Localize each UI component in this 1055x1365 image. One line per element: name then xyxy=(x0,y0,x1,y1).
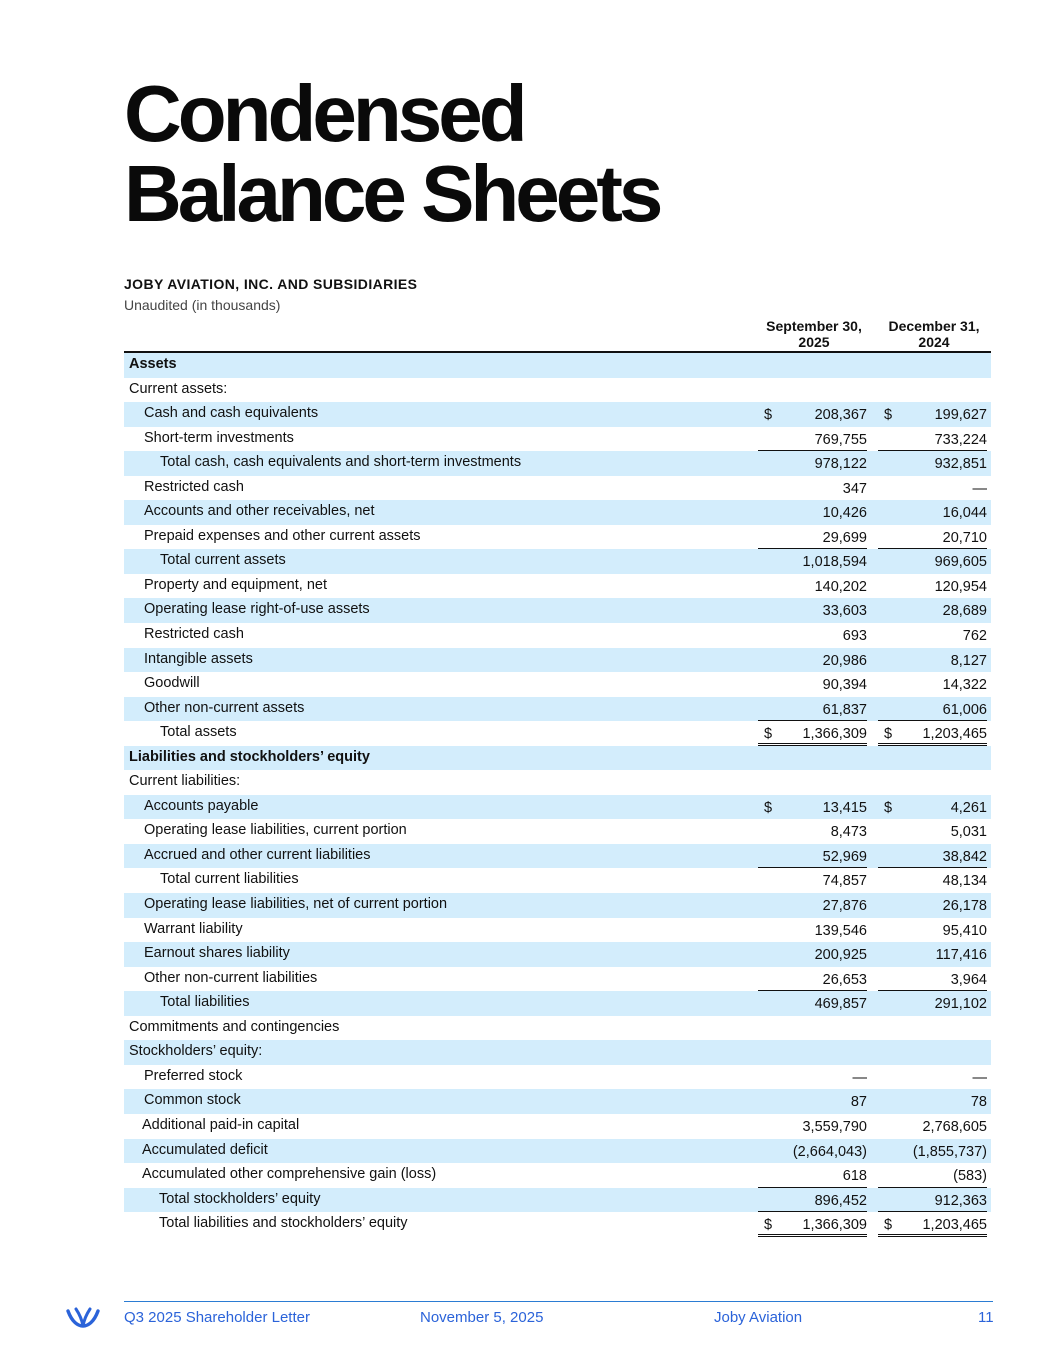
column-header-line: September 30, xyxy=(766,318,862,334)
row-label: Stockholders’ equity: xyxy=(129,1043,263,1060)
table-row xyxy=(124,1089,991,1114)
row-label: Property and equipment, net xyxy=(144,576,327,593)
footer-company: Joby Aviation xyxy=(714,1309,803,1326)
currency-symbol: $ xyxy=(764,799,773,816)
amount-value: 61,006 xyxy=(942,701,987,718)
row-label: Short-term investments xyxy=(144,429,294,446)
row-label: Total stockholders’ equity xyxy=(159,1190,321,1207)
value-cell-2024 xyxy=(878,721,987,746)
amount-value: (1,855,737) xyxy=(912,1143,987,1160)
amount-value: 28,689 xyxy=(942,603,987,620)
value-cell-2024 xyxy=(878,819,987,844)
amount-value: 13,415 xyxy=(822,799,867,816)
row-label: Total current liabilities xyxy=(160,871,299,888)
value-cell-2024 xyxy=(878,648,987,673)
page-title xyxy=(124,69,660,238)
section-header-row xyxy=(124,746,991,771)
table-row xyxy=(124,1212,991,1237)
value-cell-2025 xyxy=(758,648,867,673)
amount-value: 140,202 xyxy=(814,578,867,595)
value-cell-2024 xyxy=(878,1065,987,1090)
amount-value: 27,876 xyxy=(822,898,867,915)
row-label: Total cash, cash equivalents and short-term investments xyxy=(160,454,522,471)
amount-value: 16,044 xyxy=(942,505,987,522)
amount-value: (2,664,043) xyxy=(792,1143,867,1160)
amount-value: 48,134 xyxy=(942,873,987,890)
row-label: Common stock xyxy=(144,1092,241,1109)
value-cell-2024 xyxy=(878,574,987,599)
amount-value: 208,367 xyxy=(814,407,867,424)
amount-value: 29,699 xyxy=(822,529,867,546)
row-label: Liabilities and stockholders’ equity xyxy=(129,748,370,765)
row-label: Accrued and other current liabilities xyxy=(144,846,371,863)
section-header-row xyxy=(124,353,991,378)
column-header-year: 2024 xyxy=(918,334,950,350)
value-cell-2024 xyxy=(878,427,987,452)
row-label: Earnout shares liability xyxy=(144,945,290,962)
table-row xyxy=(124,648,991,673)
amount-value: 3,964 xyxy=(950,971,987,988)
column-header-year: 2025 xyxy=(798,334,830,350)
footer-rule xyxy=(124,1301,993,1302)
value-cell-2024 xyxy=(878,549,987,574)
value-cell-2025 xyxy=(758,1065,867,1090)
table-row xyxy=(124,427,991,452)
amount-value: 90,394 xyxy=(822,677,867,694)
value-cell-2024 xyxy=(878,623,987,648)
table-row xyxy=(124,549,991,574)
value-cell-2025 xyxy=(758,1114,867,1139)
column-header-sep-2025 xyxy=(754,318,874,350)
table-row xyxy=(124,1065,991,1090)
amount-value: 618 xyxy=(842,1168,867,1185)
amount-value: 26,653 xyxy=(822,971,867,988)
value-cell-2025 xyxy=(758,1188,867,1213)
currency-symbol: $ xyxy=(764,726,773,743)
table-row xyxy=(124,697,991,722)
value-cell-2025 xyxy=(758,893,867,918)
value-cell-2025 xyxy=(758,574,867,599)
amount-value: 87 xyxy=(850,1094,867,1111)
table-row xyxy=(124,819,991,844)
table-row xyxy=(124,942,991,967)
table-row xyxy=(124,1016,991,1041)
row-label: Operating lease liabilities, current portion xyxy=(144,822,407,839)
table-row xyxy=(124,574,991,599)
amount-value: 291,102 xyxy=(934,996,987,1013)
table-row xyxy=(124,525,991,550)
row-label: Total liabilities xyxy=(160,994,250,1011)
row-label: Goodwill xyxy=(144,675,200,692)
page-number: 11 xyxy=(978,1309,994,1326)
amount-value: 896,452 xyxy=(814,1192,867,1209)
balance-sheet-table xyxy=(124,353,991,1237)
currency-symbol: $ xyxy=(884,1217,893,1234)
amount-value: 200,925 xyxy=(814,947,867,964)
joby-logo-icon xyxy=(66,1306,100,1328)
table-row xyxy=(124,1040,991,1065)
table-row xyxy=(124,672,991,697)
amount-value: 347 xyxy=(842,480,867,497)
value-cell-2025 xyxy=(758,500,867,525)
amount-value: 3,559,790 xyxy=(802,1118,867,1135)
table-row xyxy=(124,598,991,623)
table-row xyxy=(124,500,991,525)
value-cell-2025 xyxy=(758,991,867,1016)
amount-value: 74,857 xyxy=(822,873,867,890)
value-cell-2025 xyxy=(758,402,867,427)
table-row xyxy=(124,402,991,427)
value-cell-2025 xyxy=(758,1212,867,1237)
value-cell-2024 xyxy=(878,893,987,918)
column-header-dec-2024 xyxy=(874,318,994,350)
amount-value: — xyxy=(972,1069,987,1086)
table-row xyxy=(124,1139,991,1164)
value-cell-2024 xyxy=(878,844,987,869)
table-row xyxy=(124,770,991,795)
amount-value: 5,031 xyxy=(950,824,987,841)
value-cell-2024 xyxy=(878,1139,987,1164)
table-row xyxy=(124,476,991,501)
value-cell-2024 xyxy=(878,1089,987,1114)
column-header-line: December 31, xyxy=(888,318,980,334)
amount-value: 969,605 xyxy=(934,554,987,571)
amount-value: (583) xyxy=(953,1168,987,1185)
value-cell-2024 xyxy=(878,697,987,722)
value-cell-2024 xyxy=(878,598,987,623)
table-row xyxy=(124,868,991,893)
value-cell-2025 xyxy=(758,697,867,722)
value-cell-2024 xyxy=(878,1163,987,1188)
row-label: Accumulated deficit xyxy=(142,1141,268,1158)
amount-value: 38,842 xyxy=(942,848,987,865)
amount-value: — xyxy=(972,480,987,497)
value-cell-2025 xyxy=(758,427,867,452)
amount-value: 762 xyxy=(962,628,987,645)
value-cell-2025 xyxy=(758,525,867,550)
amount-value: 20,986 xyxy=(822,652,867,669)
value-cell-2025 xyxy=(758,672,867,697)
table-row xyxy=(124,1114,991,1139)
row-label: Operating lease liabilities, net of current portion xyxy=(144,896,448,913)
value-cell-2024 xyxy=(878,868,987,893)
amount-value: 14,322 xyxy=(942,677,987,694)
row-label: Accounts payable xyxy=(144,797,259,814)
row-label: Accounts and other receivables, net xyxy=(144,503,375,520)
row-label: Warrant liability xyxy=(144,920,243,937)
table-row xyxy=(124,844,991,869)
amount-value: 52,969 xyxy=(822,848,867,865)
value-cell-2024 xyxy=(878,967,987,992)
amount-value: 1,366,309 xyxy=(802,726,867,743)
value-cell-2025 xyxy=(758,844,867,869)
table-row xyxy=(124,967,991,992)
value-cell-2025 xyxy=(758,918,867,943)
row-label: Additional paid-in capital xyxy=(142,1116,300,1133)
page-title-line-2: Balance Sheets xyxy=(124,149,660,238)
value-cell-2024 xyxy=(878,1212,987,1237)
row-label: Accumulated other comprehensive gain (loss) xyxy=(142,1166,437,1183)
amount-value: 33,603 xyxy=(822,603,867,620)
page-title-line-1: Condensed xyxy=(124,69,524,158)
row-label: Commitments and contingencies xyxy=(129,1018,340,1035)
amount-value: 61,837 xyxy=(822,701,867,718)
row-label: Assets xyxy=(129,356,177,372)
amount-value: 978,122 xyxy=(814,456,867,473)
value-cell-2024 xyxy=(878,1114,987,1139)
amount-value: 4,261 xyxy=(950,799,987,816)
amount-value: 733,224 xyxy=(934,431,987,448)
footer-date: November 5, 2025 xyxy=(420,1309,544,1326)
value-cell-2025 xyxy=(758,721,867,746)
value-cell-2024 xyxy=(878,942,987,967)
currency-symbol: $ xyxy=(884,726,893,743)
value-cell-2025 xyxy=(758,623,867,648)
company-name: JOBY AVIATION, INC. AND SUBSIDIARIES xyxy=(124,276,418,292)
row-label: Current assets: xyxy=(129,380,228,397)
table-row xyxy=(124,1163,991,1188)
row-label: Prepaid expenses and other current assets xyxy=(144,527,421,544)
amount-value: 139,546 xyxy=(814,922,867,939)
table-row xyxy=(124,893,991,918)
amount-value: 117,416 xyxy=(935,947,987,964)
row-label: Current liabilities: xyxy=(129,773,241,790)
value-cell-2024 xyxy=(878,672,987,697)
row-label: Restricted cash xyxy=(144,478,244,495)
row-label: Operating lease right-of-use assets xyxy=(144,601,370,618)
value-cell-2024 xyxy=(878,1188,987,1213)
currency-symbol: $ xyxy=(764,407,773,424)
amount-value: 95,410 xyxy=(942,922,987,939)
amount-value: 199,627 xyxy=(934,407,987,424)
row-label: Restricted cash xyxy=(144,626,244,643)
value-cell-2025 xyxy=(758,1089,867,1114)
table-row xyxy=(124,1188,991,1213)
value-cell-2025 xyxy=(758,451,867,476)
value-cell-2025 xyxy=(758,1139,867,1164)
row-label: Other non-current assets xyxy=(144,699,305,716)
value-cell-2024 xyxy=(878,795,987,820)
amount-value: 10,426 xyxy=(822,505,867,522)
value-cell-2025 xyxy=(758,598,867,623)
amount-value: 769,755 xyxy=(814,431,867,448)
value-cell-2024 xyxy=(878,476,987,501)
value-cell-2024 xyxy=(878,918,987,943)
amount-value: 120,954 xyxy=(934,578,987,595)
amount-value: — xyxy=(852,1069,867,1086)
table-row xyxy=(124,378,991,403)
value-cell-2025 xyxy=(758,942,867,967)
amount-value: 912,363 xyxy=(934,1192,987,1209)
row-label: Intangible assets xyxy=(144,650,253,667)
amount-value: 8,473 xyxy=(830,824,867,841)
value-cell-2024 xyxy=(878,991,987,1016)
row-label: Preferred stock xyxy=(144,1067,243,1084)
table-row xyxy=(124,451,991,476)
amount-value: 1,203,465 xyxy=(922,1217,987,1234)
amount-value: 469,857 xyxy=(814,996,867,1013)
row-label: Total liabilities and stockholders’ equity xyxy=(159,1215,408,1232)
amount-value: 1,203,465 xyxy=(922,726,987,743)
value-cell-2025 xyxy=(758,476,867,501)
value-cell-2025 xyxy=(758,795,867,820)
amount-value: 20,710 xyxy=(942,529,987,546)
amount-value: 78 xyxy=(970,1094,987,1111)
table-row xyxy=(124,991,991,1016)
value-cell-2025 xyxy=(758,819,867,844)
row-label: Total current assets xyxy=(160,552,286,569)
currency-symbol: $ xyxy=(764,1217,773,1234)
row-label: Cash and cash equivalents xyxy=(144,405,319,422)
table-row xyxy=(124,795,991,820)
amount-value: 693 xyxy=(842,628,867,645)
footer-letter-title: Q3 2025 Shareholder Letter xyxy=(124,1309,310,1326)
value-cell-2025 xyxy=(758,868,867,893)
table-row xyxy=(124,721,991,746)
amount-value: 2,768,605 xyxy=(922,1118,987,1135)
value-cell-2025 xyxy=(758,1163,867,1188)
table-row xyxy=(124,918,991,943)
amount-value: 8,127 xyxy=(950,652,987,669)
value-cell-2024 xyxy=(878,525,987,550)
value-cell-2024 xyxy=(878,500,987,525)
amount-value: 26,178 xyxy=(942,898,987,915)
value-cell-2024 xyxy=(878,402,987,427)
amount-value: 1,018,594 xyxy=(802,554,867,571)
statement-subtitle: Unaudited (in thousands) xyxy=(124,297,281,313)
amount-value: 932,851 xyxy=(934,456,987,473)
row-label: Other non-current liabilities xyxy=(144,969,318,986)
value-cell-2025 xyxy=(758,967,867,992)
value-cell-2025 xyxy=(758,549,867,574)
currency-symbol: $ xyxy=(884,799,893,816)
amount-value: 1,366,309 xyxy=(802,1217,867,1234)
row-label: Total assets xyxy=(160,724,237,741)
value-cell-2024 xyxy=(878,451,987,476)
table-row xyxy=(124,623,991,648)
currency-symbol: $ xyxy=(884,407,893,424)
